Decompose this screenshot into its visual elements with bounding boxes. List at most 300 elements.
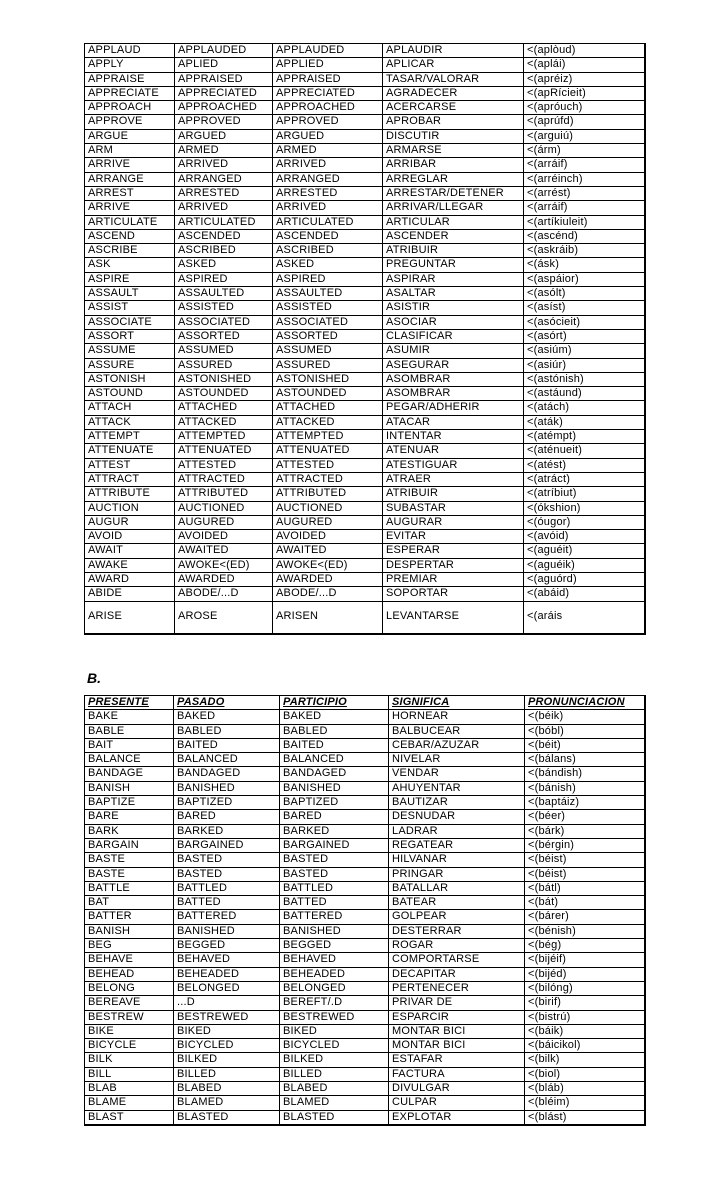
present-cell: ASTONISH [85,372,175,386]
table-row [85,301,645,315]
present-cell: BANISH [85,924,174,938]
meaning-cell: CULPAR [389,1096,525,1110]
pronunciation-cell: <(aplái) [524,58,645,72]
table-row [85,287,645,301]
participle-cell: ATTENUATED [273,444,383,458]
table-row [85,86,645,100]
past-cell: ASTOUNDED [175,387,273,401]
meaning-cell: CLASIFICAR [383,329,524,343]
past-cell: APPROVED [175,115,273,129]
pronunciation-cell: <(bénish) [525,924,645,938]
pronunciation-cell: <(atách) [524,401,645,415]
present-cell: ARRIVE [85,201,175,215]
past-cell: BASTED [174,853,280,867]
past-cell: BESTREWED [174,1010,280,1024]
past-cell: ATTACKED [175,415,273,429]
pronunciation-cell: <(bláb) [525,1082,645,1096]
meaning-cell: FACTURA [389,1067,525,1081]
table-row [85,244,645,258]
table-row [85,387,645,401]
participle-cell: ASCENDED [273,229,383,243]
table-row [85,487,645,501]
present-cell: BEREAVE [85,996,174,1010]
present-cell: ATTRIBUTE [85,487,175,501]
meaning-cell: ASPIRAR [383,272,524,286]
meaning-cell: GOLPEAR [389,910,525,924]
table-row [85,272,645,286]
header-significa: SIGNIFICA [389,696,525,710]
participle-cell: AVOIDED [273,530,383,544]
pronunciation-cell: <(baptáiz) [525,796,645,810]
present-cell: BAKE [85,710,174,724]
present-cell: BASTE [85,853,174,867]
pronunciation-cell: <(astónish) [524,372,645,386]
meaning-cell: LEVANTARSE [383,601,524,634]
table-row [85,781,645,795]
meaning-cell: ASOCIAR [383,315,524,329]
meaning-cell: BAUTIZAR [389,796,525,810]
pronunciation-cell: <(aráis [524,601,645,634]
past-cell: ATTRACTED [175,472,273,486]
participle-cell: ATTRIBUTED [273,487,383,501]
past-cell: BIKED [174,1024,280,1038]
pronunciation-cell: <(aspáior) [524,272,645,286]
participle-cell: BATTED [280,896,389,910]
table-row [85,824,645,838]
table-row [85,201,645,215]
present-cell: ATTENUATE [85,444,175,458]
meaning-cell: AUGURAR [383,515,524,529]
meaning-cell: HILVANAR [389,853,525,867]
pronunciation-cell: <(arráif) [524,158,645,172]
pronunciation-cell: <(aguéik) [524,558,645,572]
present-cell: ARREST [85,186,175,200]
present-cell: AVOID [85,530,175,544]
present-cell: AUGUR [85,515,175,529]
participle-cell: BEHAVED [280,953,389,967]
pronunciation-cell: <(béist) [525,867,645,881]
pronunciation-cell: <(báik) [525,1024,645,1038]
pronunciation-cell: <(askráib) [524,244,645,258]
past-cell: APLIED [175,58,273,72]
past-cell: AWAITED [175,544,273,558]
present-cell: BILL [85,1067,174,1081]
table-row [85,981,645,995]
meaning-cell: PRINGAR [389,867,525,881]
table-row [85,115,645,129]
meaning-cell: ROGAR [389,939,525,953]
participle-cell: ARRESTED [273,186,383,200]
table-row [85,401,645,415]
past-cell: ASSOCIATED [175,315,273,329]
past-cell: ATTRIBUTED [175,487,273,501]
participle-cell: ASPIRED [273,272,383,286]
present-cell: ASSURE [85,358,175,372]
pronunciation-cell: <(bóbl) [525,724,645,738]
table-row [85,1010,645,1024]
present-cell: BEHEAD [85,967,174,981]
pronunciation-cell: <(asíst) [524,301,645,315]
meaning-cell: ATRIBUIR [383,487,524,501]
table-row [85,1082,645,1096]
table-row [85,924,645,938]
present-cell: BIKE [85,1024,174,1038]
past-cell: BATTLED [174,881,280,895]
meaning-cell: DESNUDAR [389,810,525,824]
meaning-cell: AGRADECER [383,86,524,100]
pronunciation-cell: <(arrést) [524,186,645,200]
table-row [85,896,645,910]
meaning-cell: ATRIBUIR [383,244,524,258]
participle-cell: BESTREWED [280,1010,389,1024]
table-row [85,144,645,158]
present-cell: ARGUE [85,129,175,143]
participle-cell: ASTOUNDED [273,387,383,401]
present-cell: BASTE [85,867,174,881]
pronunciation-cell: <(béist) [525,853,645,867]
past-cell: AVOIDED [175,530,273,544]
table-row [85,129,645,143]
meaning-cell: AHUYENTAR [389,781,525,795]
pronunciation-cell: <(apRícieit) [524,86,645,100]
participle-cell: BAPTIZED [280,796,389,810]
table-row [85,910,645,924]
past-cell: ARRESTED [175,186,273,200]
past-cell: BATTERED [174,910,280,924]
meaning-cell: ATRAER [383,472,524,486]
table-row [85,1053,645,1067]
present-cell: ATTACK [85,415,175,429]
present-cell: ASPIRE [85,272,175,286]
meaning-cell: PERTENECER [389,981,525,995]
pronunciation-cell: <(ásk) [524,258,645,272]
past-cell: ASSISTED [175,301,273,315]
table-row [85,1039,645,1053]
pronunciation-cell: <(aták) [524,415,645,429]
meaning-cell: EXPLOTAR [389,1110,525,1125]
meaning-cell: ASISTIR [383,301,524,315]
participle-cell: BANISHED [280,924,389,938]
table-row [85,838,645,852]
past-cell: BICYCLED [174,1039,280,1053]
present-cell: BALANCE [85,753,174,767]
present-cell: BABLE [85,724,174,738]
participle-cell: BEGGED [280,939,389,953]
header-participio: PARTICIPIO [280,696,389,710]
pronunciation-cell: <(bát) [525,896,645,910]
participle-cell: BAKED [280,710,389,724]
past-cell: APPROACHED [175,101,273,115]
past-cell: BILKED [174,1053,280,1067]
meaning-cell: DECAPITAR [389,967,525,981]
present-cell: AUCTION [85,501,175,515]
past-cell: BEHEADED [174,967,280,981]
pronunciation-cell: <(artíkiuleit) [524,215,645,229]
table-row [85,710,645,724]
meaning-cell: BATALLAR [389,881,525,895]
table-row [85,215,645,229]
pronunciation-cell: <(bijéif) [525,953,645,967]
meaning-cell: BATEAR [389,896,525,910]
participle-cell: BATTERED [280,910,389,924]
past-cell: ASKED [175,258,273,272]
meaning-cell: CEBAR/AZUZAR [389,738,525,752]
participle-cell: ARRIVED [273,158,383,172]
present-cell: ARTICULATE [85,215,175,229]
meaning-cell: HORNEAR [389,710,525,724]
pronunciation-cell: <(bándish) [525,767,645,781]
present-cell: APPRECIATE [85,86,175,100]
participle-cell: BLAMED [280,1096,389,1110]
pronunciation-cell: <(bilóng) [525,981,645,995]
past-cell: ASSORTED [175,329,273,343]
pronunciation-cell: <(aguórd) [524,572,645,586]
present-cell: APPROVE [85,115,175,129]
table-row [85,558,645,572]
present-cell: BARK [85,824,174,838]
participle-cell: ATTEMPTED [273,430,383,444]
present-cell: BAIT [85,738,174,752]
present-cell: BARGAIN [85,838,174,852]
past-cell: BILLED [174,1067,280,1081]
meaning-cell: APLICAR [383,58,524,72]
present-cell: ASSIST [85,301,175,315]
participle-cell: BELONGED [280,981,389,995]
past-cell: BARGAINED [174,838,280,852]
table-row [85,953,645,967]
table-row [85,810,645,824]
participle-cell: APPLAUDED [273,44,383,58]
present-cell: ATTRACT [85,472,175,486]
pronunciation-cell: <(bijéd) [525,967,645,981]
meaning-cell: REGATEAR [389,838,525,852]
pronunciation-cell: <(bárk) [525,824,645,838]
present-cell: BESTREW [85,1010,174,1024]
present-cell: ARISE [85,601,175,634]
past-cell: BALANCED [174,753,280,767]
pronunciation-cell: <(blást) [525,1110,645,1125]
present-cell: BANISH [85,781,174,795]
past-cell: BATTED [174,896,280,910]
pronunciation-cell: <(biol) [525,1067,645,1081]
meaning-cell: ASUMIR [383,344,524,358]
meaning-cell: MONTAR BICI [389,1039,525,1053]
table-row [85,58,645,72]
participle-cell: AWAITED [273,544,383,558]
pronunciation-cell: <(bánish) [525,781,645,795]
meaning-cell: SUBASTAR [383,501,524,515]
meaning-cell: DESTERRAR [389,924,525,938]
table-row [85,767,645,781]
past-cell: ARMED [175,144,273,158]
participle-cell: BANDAGED [280,767,389,781]
present-cell: ASSAULT [85,287,175,301]
present-cell: ATTEST [85,458,175,472]
present-cell: ARM [85,144,175,158]
verb-table-a [84,43,646,635]
meaning-cell: ESPERAR [383,544,524,558]
participle-cell: BILLED [280,1067,389,1081]
meaning-cell: INTENTAR [383,430,524,444]
participle-cell: AWARDED [273,572,383,586]
meaning-cell: ARTICULAR [383,215,524,229]
participle-cell: APPRAISED [273,72,383,86]
present-cell: BARE [85,810,174,824]
table-row [85,258,645,272]
past-cell: ABODE/...D [175,587,273,601]
meaning-cell: ASOMBRAR [383,372,524,386]
present-cell: AWAIT [85,544,175,558]
table-row [85,587,645,601]
meaning-cell: DIVULGAR [389,1082,525,1096]
present-cell: BAT [85,896,174,910]
meaning-cell: ASCENDER [383,229,524,243]
past-cell: ASSAULTED [175,287,273,301]
participle-cell: ASSAULTED [273,287,383,301]
past-cell: ASCENDED [175,229,273,243]
participle-cell: ATTESTED [273,458,383,472]
pronunciation-cell: <(bléim) [525,1096,645,1110]
past-cell: ARRIVED [175,201,273,215]
past-cell: ATTESTED [175,458,273,472]
verb-table-a-body [85,44,645,634]
pronunciation-cell: <(ókshion) [524,501,645,515]
past-cell: AUCTIONED [175,501,273,515]
past-cell: BAKED [174,710,280,724]
present-cell: ABIDE [85,587,175,601]
present-cell: ASSUME [85,344,175,358]
pronunciation-cell: <(asólt) [524,287,645,301]
participle-cell: ARISEN [273,601,383,634]
participle-cell: ARGUED [273,129,383,143]
participle-cell: ASKED [273,258,383,272]
meaning-cell: DISCUTIR [383,129,524,143]
participle-cell: ASCRIBED [273,244,383,258]
past-cell: AROSE [175,601,273,634]
participle-cell: BEHEADED [280,967,389,981]
pronunciation-cell: <(báicikol) [525,1039,645,1053]
present-cell: BATTLE [85,881,174,895]
pronunciation-cell: <(astáund) [524,387,645,401]
pronunciation-cell: <(bistrú) [525,1010,645,1024]
pronunciation-cell: <(abáid) [524,587,645,601]
verb-table-b-header [85,696,645,710]
past-cell: BEGGED [174,939,280,953]
table-row [85,101,645,115]
table-row [85,1067,645,1081]
participle-cell: ATTRACTED [273,472,383,486]
past-cell: BANISHED [174,781,280,795]
participle-cell: BASTED [280,867,389,881]
present-cell: ASK [85,258,175,272]
table-row [85,572,645,586]
table-row [85,315,645,329]
pronunciation-cell: <(arguiú) [524,129,645,143]
past-cell: ATTACHED [175,401,273,415]
meaning-cell: PREMIAR [383,572,524,586]
participle-cell: ASTONISHED [273,372,383,386]
table-row [85,158,645,172]
pronunciation-cell: <(bátl) [525,881,645,895]
meaning-cell: APROBAR [383,115,524,129]
past-cell: APPRAISED [175,72,273,86]
participle-cell: BASTED [280,853,389,867]
present-cell: APPRAISE [85,72,175,86]
meaning-cell: ARMARSE [383,144,524,158]
meaning-cell: TASAR/VALORAR [383,72,524,86]
pronunciation-cell: <(arráif) [524,201,645,215]
table-row [85,358,645,372]
verb-table-b-body [85,710,645,1125]
table-row [85,881,645,895]
pronunciation-cell: <(avóid) [524,530,645,544]
meaning-cell: ATACAR [383,415,524,429]
present-cell: APPROACH [85,101,175,115]
past-cell: BABLED [174,724,280,738]
pronunciation-cell: <(bérgin) [525,838,645,852]
table-row [85,172,645,186]
pronunciation-cell: <(béit) [525,738,645,752]
table-row [85,415,645,429]
past-cell: BAITED [174,738,280,752]
participle-cell: AUGURED [273,515,383,529]
pronunciation-cell: <(ascénd) [524,229,645,243]
table-row [85,796,645,810]
past-cell: ...D [174,996,280,1010]
pronunciation-cell: <(aténueit) [524,444,645,458]
table-row [85,967,645,981]
table-row [85,996,645,1010]
present-cell: ATTACH [85,401,175,415]
table-row [85,329,645,343]
meaning-cell: ARRIVAR/LLEGAR [383,201,524,215]
past-cell: BELONGED [174,981,280,995]
table-row [85,1110,645,1125]
participle-cell: APPROVED [273,115,383,129]
past-cell: BANISHED [174,924,280,938]
meaning-cell: LADRAR [389,824,525,838]
present-cell: BEHAVE [85,953,174,967]
header-presente: PRESENTE [85,696,174,710]
meaning-cell: ATESTIGUAR [383,458,524,472]
meaning-cell: ARRIBAR [383,158,524,172]
participle-cell: BIKED [280,1024,389,1038]
participle-cell: ARRIVED [273,201,383,215]
meaning-cell: DESPERTAR [383,558,524,572]
participle-cell: ATTACKED [273,415,383,429]
participle-cell: ATTACHED [273,401,383,415]
past-cell: BEHAVED [174,953,280,967]
pronunciation-cell: <(bég) [525,939,645,953]
present-cell: BANDAGE [85,767,174,781]
participle-cell: BALANCED [280,753,389,767]
meaning-cell: NIVELAR [389,753,525,767]
meaning-cell: SOPORTAR [383,587,524,601]
past-cell: ATTEMPTED [175,430,273,444]
past-cell: ASSURED [175,358,273,372]
meaning-cell: EVITAR [383,530,524,544]
participle-cell: ASSORTED [273,329,383,343]
past-cell: ARTICULATED [175,215,273,229]
pronunciation-cell: <(asórt) [524,329,645,343]
table-row [85,530,645,544]
verb-table-b [84,695,646,1126]
pronunciation-cell: <(asiúr) [524,358,645,372]
table-row [85,229,645,243]
past-cell: AWARDED [175,572,273,586]
participle-cell: AUCTIONED [273,501,383,515]
meaning-cell: APLAUDIR [383,44,524,58]
